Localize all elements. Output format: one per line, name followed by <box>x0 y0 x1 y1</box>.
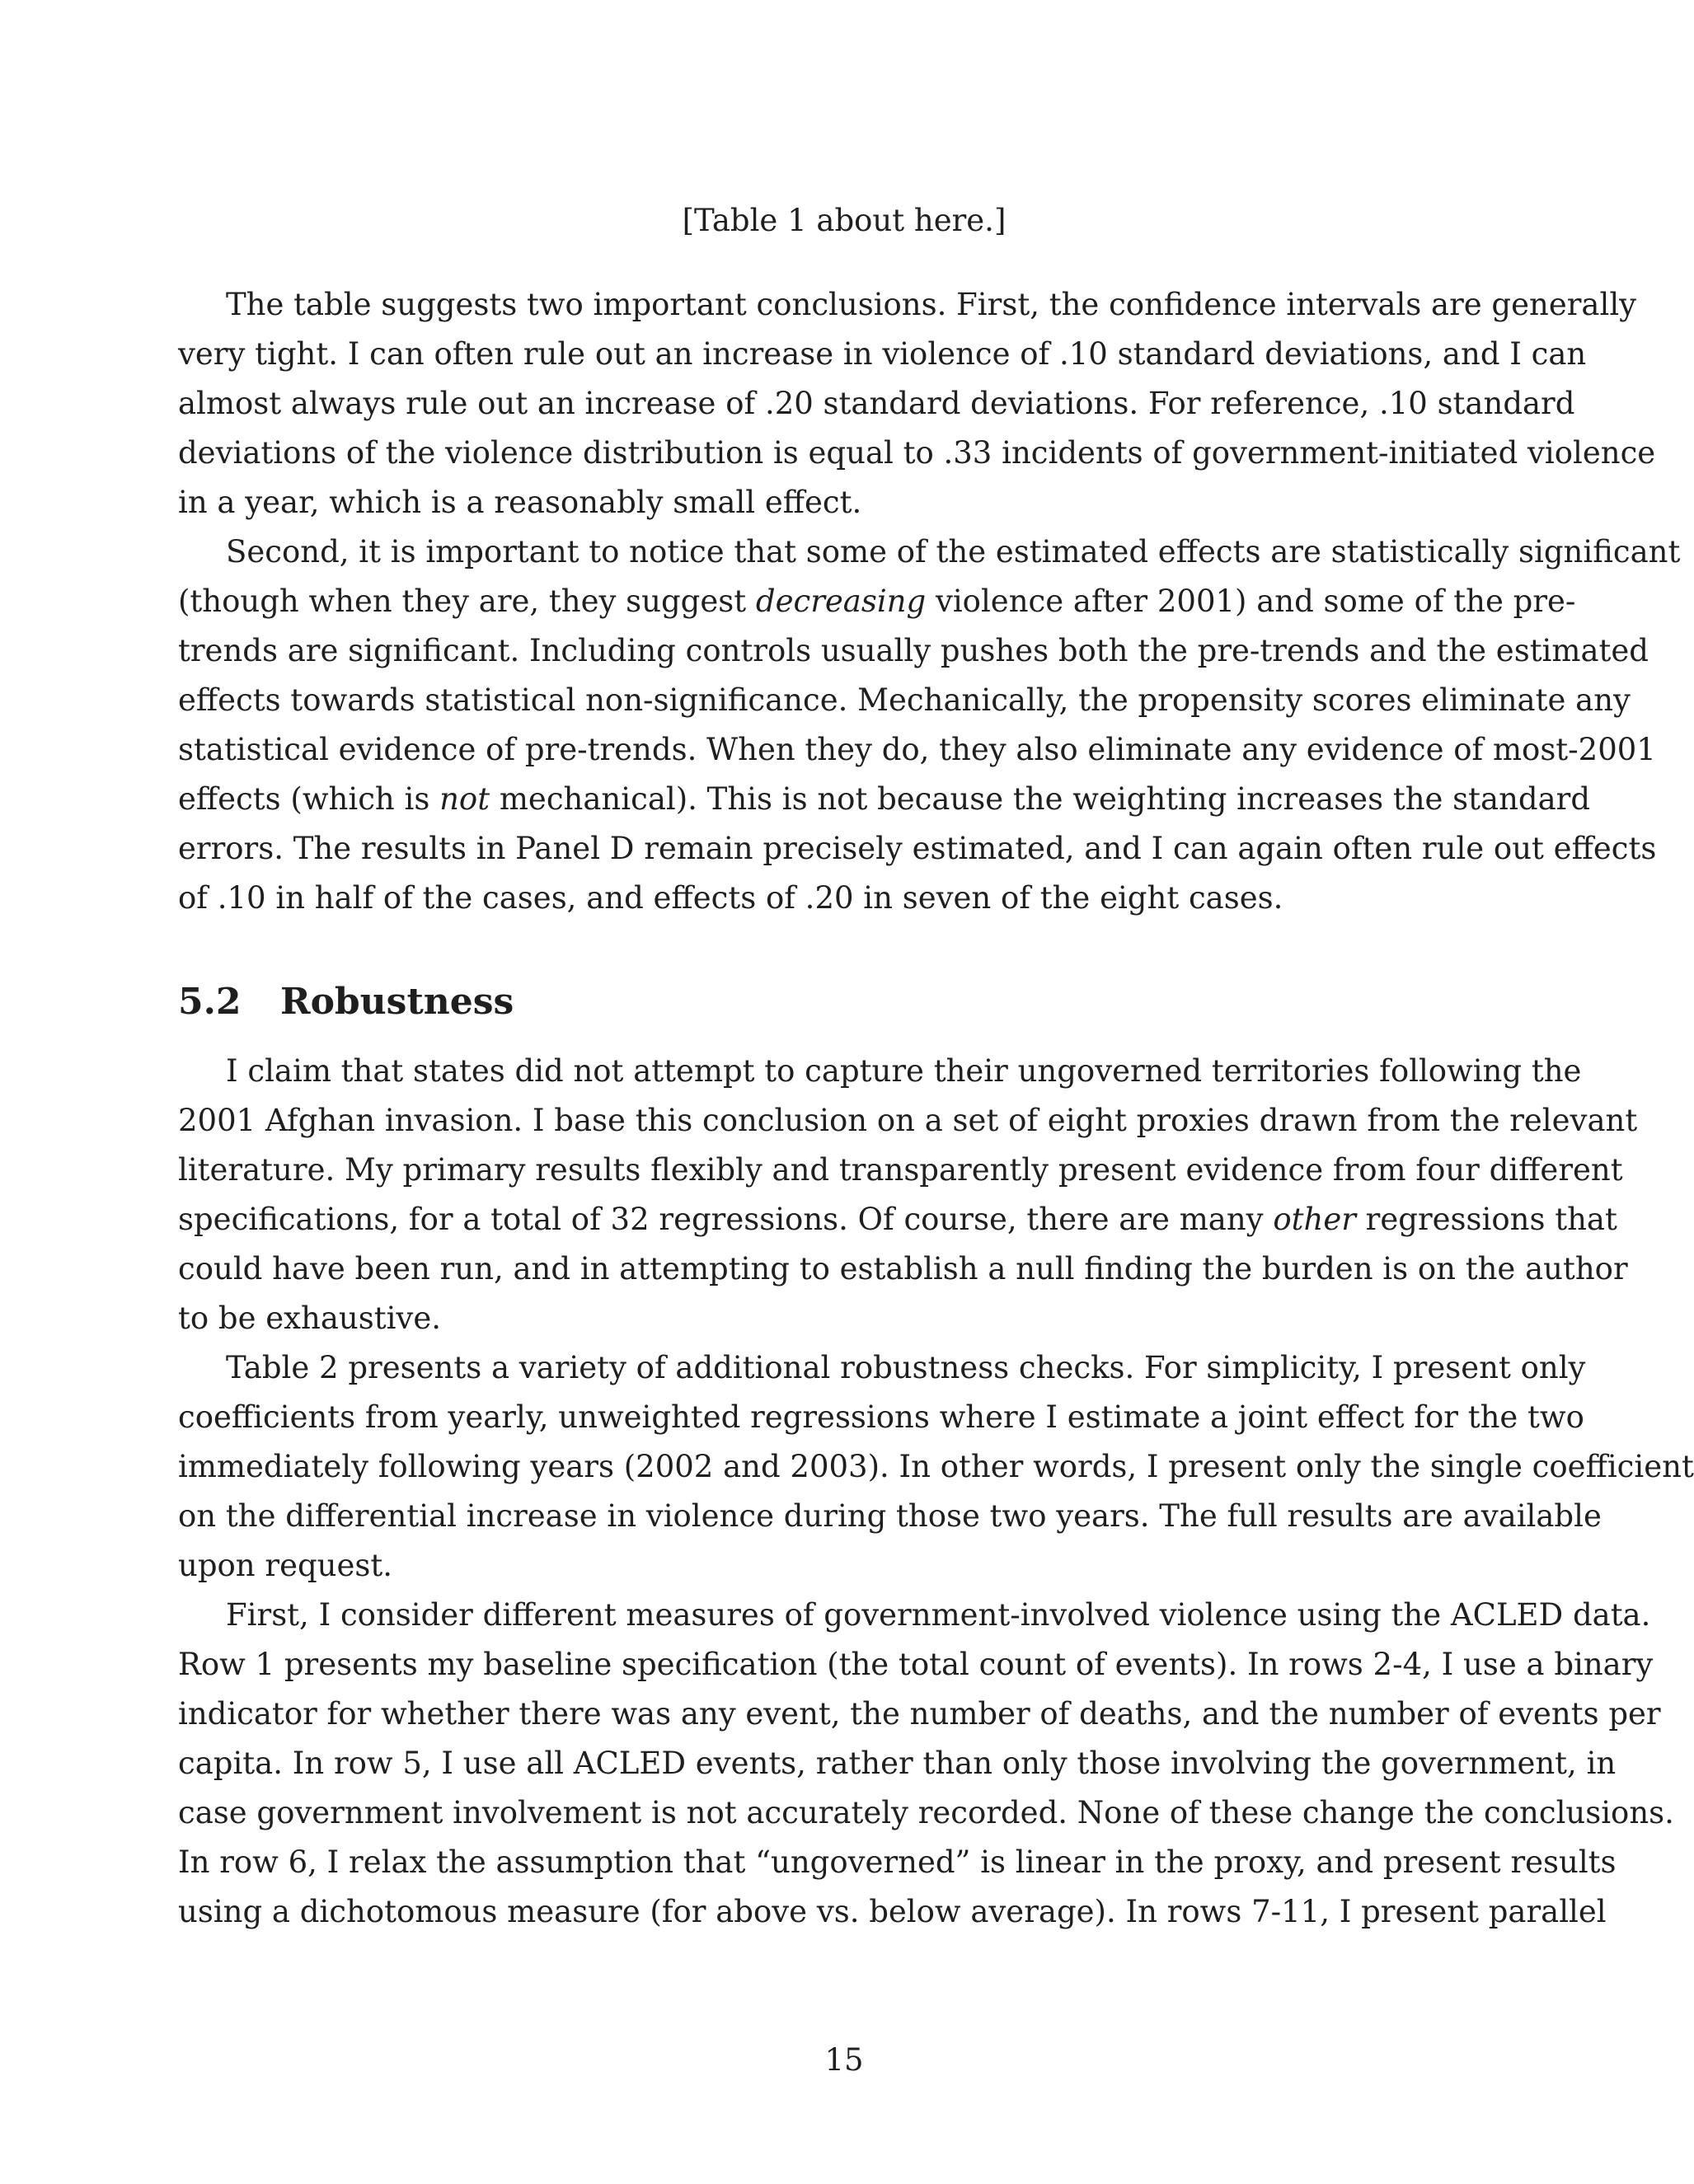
text-line: upon request. <box>178 1548 392 1583</box>
text-line: statistical evidence of pre-trends. When they do, they also eliminate any evidence of most-2001 <box>178 732 1656 767</box>
text-line: to be exhaustive. <box>178 1301 441 1336</box>
text-run: effects (which is <box>178 781 440 817</box>
emphasis-text: not <box>439 781 490 817</box>
section-heading <box>178 977 514 1027</box>
text-line: Second, it is important to notice that some of the estimated effects are statistically significant <box>226 534 1681 569</box>
paragraph-table2 <box>178 1343 1694 1591</box>
text-line: Table 2 presents a variety of additional robustness checks. For simplicity, I present only <box>226 1350 1586 1385</box>
paragraph-robustness-claim <box>178 1047 1638 1343</box>
text-line: case government involvement is not accurately recorded. None of these change the conclusions. <box>178 1795 1674 1830</box>
text-line: using a dichotomous measure (for above vs. below average). In rows 7-11, I present parallel <box>178 1894 1607 1929</box>
text-line: 2001 Afghan invasion. I base this conclusion on a set of eight proxies drawn from the relevant <box>178 1103 1638 1138</box>
text-run: (though when they are, they suggest <box>178 583 756 619</box>
text-line: Row 1 presents my baseline specification (the total count of events). In rows 2-4, I use a binary <box>178 1647 1654 1682</box>
text-line <box>178 1195 1617 1244</box>
table-placeholder: [Table 1 about here.] <box>682 203 1007 238</box>
text-line: effects towards statistical non-significance. Mechanically, the propensity scores eliminate any <box>178 682 1631 718</box>
text-run: violence after 2001) and some of the pre- <box>926 583 1576 619</box>
text-line: very tight. I can often rule out an increase in violence of .10 standard deviations, and I can <box>178 336 1587 372</box>
text-run: regressions that <box>1355 1202 1617 1237</box>
text-line: in a year, which is a reasonably small effect. <box>178 485 862 520</box>
text-line: errors. The results in Panel D remain precisely estimated, and I can again often rule out effects <box>178 831 1657 866</box>
text-line: capita. In row 5, I use all ACLED events, rather than only those involving the government, in <box>178 1746 1617 1781</box>
page-number: 15 <box>824 2042 864 2078</box>
text-line: I claim that states did not attempt to capture their ungoverned territories following the <box>226 1053 1582 1089</box>
text-line <box>178 577 1576 626</box>
text-line: indicator for whether there was any event, the number of deaths, and the number of events per <box>178 1696 1661 1732</box>
emphasis-text: decreasing <box>755 583 927 619</box>
text-line: literature. My primary results flexibly and transparently present evidence from four different <box>178 1152 1623 1188</box>
paragraph-violence-measures <box>178 1591 1674 1937</box>
text-run: mechanical). This is not because the weighting increases the standard <box>490 781 1591 817</box>
text-line: The table suggests two important conclusions. First, the confidence intervals are generally <box>226 287 1637 322</box>
text-line: of .10 in half of the cases, and effects of .20 in seven of the eight cases. <box>178 880 1283 916</box>
text-line: First, I consider different measures of government-involved violence using the ACLED data. <box>226 1597 1651 1633</box>
section-title: Robustness <box>280 981 514 1023</box>
paragraph-significance <box>178 527 1681 923</box>
text-line: could have been run, and in attempting to establish a null finding the burden is on the author <box>178 1251 1628 1286</box>
section-number: 5.2 <box>178 981 242 1023</box>
text-line: on the differential increase in violence during those two years. The full results are available <box>178 1498 1602 1534</box>
text-line: coefficients from yearly, unweighted regressions where I estimate a joint effect for the two <box>178 1399 1584 1435</box>
text-line: trends are significant. Including controls usually pushes both the pre-trends and the estimated <box>178 633 1649 668</box>
paragraph-table-conclusions <box>178 280 1656 527</box>
text-run: specifications, for a total of 32 regressions. Of course, there are many <box>178 1202 1274 1237</box>
text-line: almost always rule out an increase of .20 standard deviations. For reference, .10 standard <box>178 386 1575 421</box>
emphasis-text: other <box>1273 1202 1356 1237</box>
text-line: In row 6, I relax the assumption that “ungoverned” is linear in the proxy, and present results <box>178 1844 1617 1880</box>
text-line: deviations of the violence distribution is equal to .33 incidents of government-initiated violence <box>178 435 1656 471</box>
text-line <box>178 775 1591 824</box>
text-line: immediately following years (2002 and 2003). In other words, I present only the single coefficient <box>178 1449 1694 1484</box>
